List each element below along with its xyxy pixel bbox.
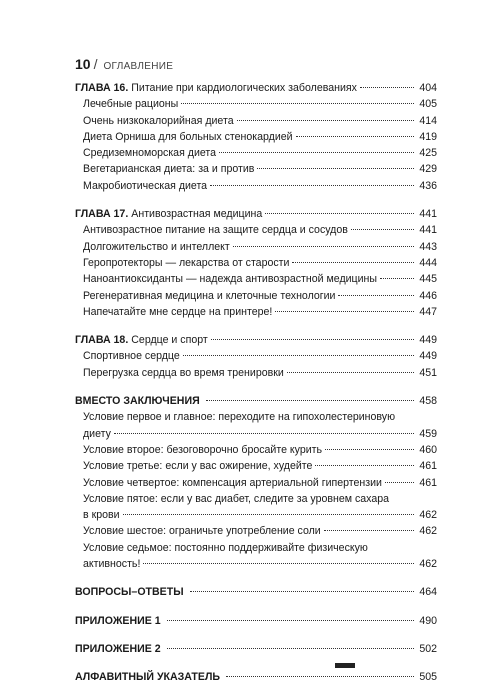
dot-leader	[190, 590, 415, 592]
toc-section-title: ПРИЛОЖЕНИЕ 1	[75, 614, 161, 627]
dot-leader	[181, 102, 414, 104]
toc-item-title: Долгожительство и интеллект	[83, 240, 230, 253]
toc-item[interactable]	[75, 178, 437, 194]
toc-page: 451	[419, 366, 437, 379]
dot-leader	[206, 399, 415, 401]
toc-item[interactable]	[75, 523, 437, 539]
toc-item-title: Условие четвертое: компенсация артериальной гипертензии	[83, 476, 382, 489]
toc-chapter[interactable]	[75, 206, 437, 222]
toc-item[interactable]	[75, 271, 437, 287]
toc-item-title: Очень низкокалорийная диета	[83, 114, 234, 127]
toc-item-title: Макробиотическая диета	[83, 179, 208, 192]
dot-leader	[143, 562, 414, 564]
toc-page: 405	[419, 98, 437, 111]
toc-page: 461	[419, 460, 437, 473]
toc-item-title: Средиземноморская диета	[83, 147, 217, 160]
toc-page: 461	[419, 476, 437, 489]
toc-item-title: Геропротекторы — лекарства от старости	[83, 256, 290, 269]
toc-page: 459	[419, 427, 437, 440]
dot-leader	[275, 310, 414, 312]
toc-page: 429	[419, 163, 437, 176]
table-of-contents	[75, 80, 437, 686]
dot-leader	[380, 277, 414, 279]
dot-leader	[315, 464, 414, 466]
toc-item-title-line2: активность!	[83, 558, 141, 571]
dot-leader	[325, 448, 414, 450]
toc-chapter[interactable]	[75, 332, 437, 348]
dot-leader	[292, 261, 414, 263]
toc-page: 414	[419, 114, 437, 127]
toc-item[interactable]	[75, 255, 437, 271]
toc-page: 436	[419, 179, 437, 192]
toc-page: 443	[419, 240, 437, 253]
dot-leader	[385, 481, 414, 483]
section-title: ОГЛАВЛЕНИЕ	[103, 61, 174, 72]
toc-item-title: Регенеративная медицина и клеточные технологии	[83, 289, 336, 302]
toc-item-title: Наноантиоксиданты — надежда антивозрастной медицины	[83, 273, 378, 286]
toc-chapter[interactable]	[75, 80, 437, 96]
toc-section-title: ПРИЛОЖЕНИЕ 2	[75, 642, 161, 655]
toc-item[interactable]	[75, 348, 437, 364]
dot-leader	[219, 151, 414, 153]
page-edge-mark	[335, 663, 355, 668]
dot-leader	[338, 294, 414, 296]
toc-page: 462	[419, 525, 437, 538]
dot-leader	[257, 167, 414, 169]
dot-leader	[167, 619, 415, 621]
toc-item[interactable]	[75, 442, 437, 458]
toc-page: 446	[419, 289, 437, 302]
toc-page: 462	[419, 509, 437, 522]
toc-page: 419	[419, 130, 437, 143]
toc-section[interactable]	[75, 669, 437, 685]
toc-item[interactable]	[75, 409, 437, 442]
page-number: 10	[75, 56, 91, 72]
toc-chapter-title: Сердце и спорт	[131, 334, 208, 347]
toc-item[interactable]	[75, 540, 437, 573]
toc-page: 449	[419, 350, 437, 363]
dot-leader	[211, 338, 415, 340]
header-separator: /	[93, 56, 98, 72]
dot-leader	[360, 86, 414, 88]
toc-page: 462	[419, 558, 437, 571]
toc-item-title: Диета Орниша для больных стенокардией	[83, 130, 293, 143]
toc-item[interactable]	[75, 129, 437, 145]
toc-page: 464	[419, 586, 437, 599]
dot-leader	[324, 529, 415, 531]
dot-leader	[351, 228, 414, 230]
toc-section[interactable]	[75, 641, 437, 657]
dot-leader	[237, 119, 415, 121]
toc-item-title-line1: Условие пятое: если у вас диабет, следите за уровнем сахара	[83, 492, 390, 505]
toc-page: 445	[419, 273, 437, 286]
toc-item[interactable]	[75, 304, 437, 320]
dot-leader	[183, 354, 415, 356]
toc-section[interactable]	[75, 393, 437, 409]
toc-chapter-title: Антивозрастная медицина	[131, 208, 263, 221]
dot-leader	[114, 432, 414, 434]
toc-item[interactable]	[75, 222, 437, 238]
toc-item-title: Вегетарианская диета: за и против	[83, 163, 255, 176]
toc-page: 447	[419, 305, 437, 318]
toc-item[interactable]	[75, 288, 437, 304]
dot-leader	[233, 245, 415, 247]
toc-item[interactable]	[75, 475, 437, 491]
toc-item-title-line2: в крови	[83, 509, 120, 522]
toc-page: 404	[419, 82, 437, 94]
toc-section[interactable]	[75, 613, 437, 629]
toc-page: 425	[419, 147, 437, 160]
toc-item[interactable]	[75, 491, 437, 524]
toc-page: 449	[419, 334, 437, 347]
toc-section-title: ВМЕСТО ЗАКЛЮЧЕНИЯ	[75, 395, 200, 408]
dot-leader	[265, 212, 414, 214]
toc-item[interactable]	[75, 161, 437, 177]
toc-item[interactable]	[75, 458, 437, 474]
toc-item[interactable]	[75, 365, 437, 381]
toc-section-title: АЛФАВИТНЫЙ УКАЗАТЕЛЬ	[75, 671, 221, 684]
toc-chapter-title: Питание при кардиологических заболеваниях	[131, 82, 357, 94]
toc-item[interactable]	[75, 113, 437, 129]
toc-section[interactable]	[75, 584, 437, 600]
toc-page: 505	[419, 671, 437, 684]
running-header	[75, 56, 173, 72]
toc-item-title: Перегрузка сердца во время тренировки	[83, 366, 284, 379]
toc-page: 490	[419, 614, 437, 627]
dot-leader	[226, 675, 414, 677]
toc-page: 444	[419, 256, 437, 269]
toc-page: 458	[419, 395, 437, 408]
toc-item[interactable]	[75, 145, 437, 161]
toc-chapter-number: ГЛАВА 17.	[75, 208, 129, 221]
dot-leader	[210, 184, 414, 186]
toc-item-title: Условие третье: если у вас ожирение, худейте	[83, 460, 313, 473]
toc-item-title-line2: диету	[83, 427, 111, 440]
toc-item[interactable]	[75, 96, 437, 112]
toc-item-title: Спортивное сердце	[83, 350, 180, 363]
toc-chapter-number: ГЛАВА 18.	[75, 334, 129, 347]
toc-section-title: ВОПРОСЫ–ОТВЕТЫ	[75, 586, 184, 599]
toc-page: 441	[419, 208, 437, 221]
dot-leader	[167, 647, 415, 649]
toc-page: 460	[419, 443, 437, 456]
dot-leader	[123, 513, 415, 515]
dot-leader	[287, 371, 415, 373]
dot-leader	[296, 135, 415, 137]
toc-item-title-line1: Условие седьмое: постоянно поддерживайте физическую	[83, 541, 368, 554]
toc-item-title: Лечебные рационы	[83, 98, 179, 111]
toc-item-title: Условие второе: безоговорочно бросайте курить	[83, 443, 323, 456]
toc-page: 441	[419, 224, 437, 237]
toc-page: 502	[419, 642, 437, 655]
toc-item-title-line1: Условие первое и главное: переходите на гипохолестериновую	[83, 411, 396, 424]
toc-item-title: Антивозрастное питание на защите сердца и сосудов	[83, 224, 348, 237]
toc-item-title: Условие шестое: ограничьте употребление соли	[83, 525, 321, 538]
toc-item-title: Напечатайте мне сердце на принтере!	[83, 305, 273, 318]
toc-chapter-number: ГЛАВА 16.	[75, 82, 129, 94]
toc-item[interactable]	[75, 239, 437, 255]
